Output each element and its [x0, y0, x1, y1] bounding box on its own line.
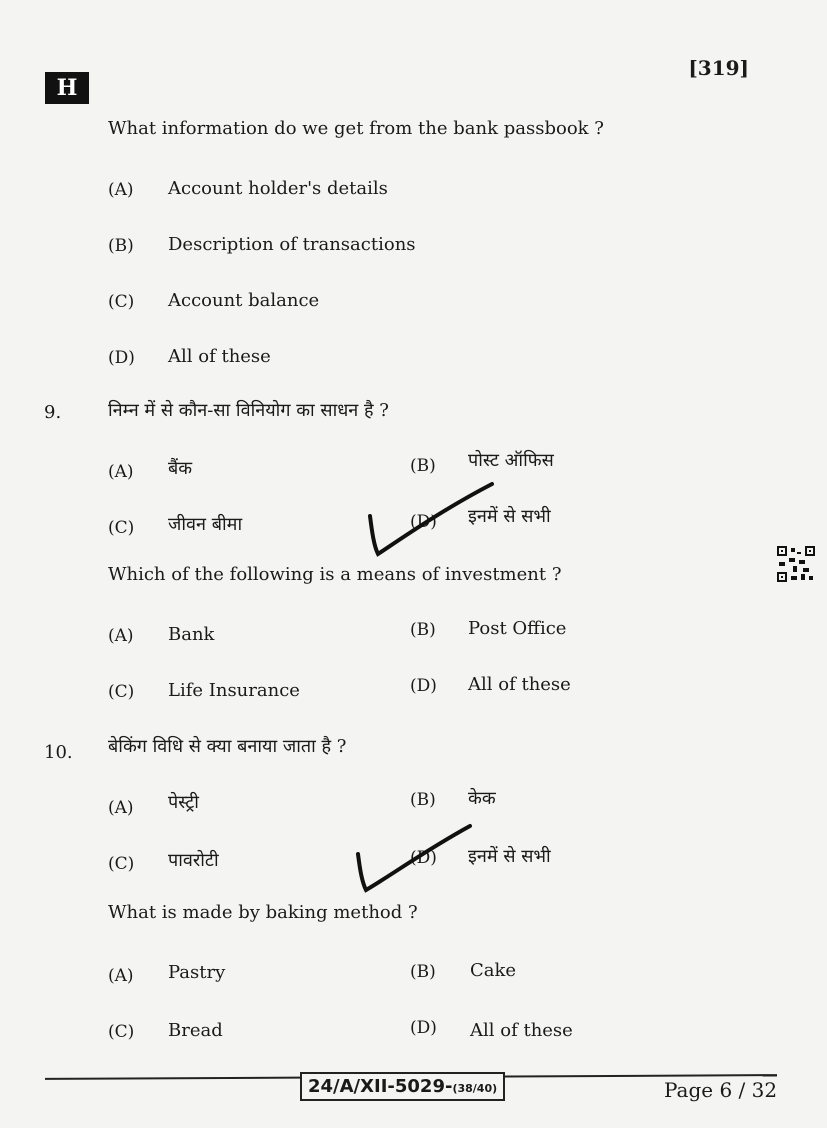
q9-question-en: Which of the following is a means of investment ?	[108, 564, 562, 585]
q9-en-option-b-text: Post Office	[468, 618, 567, 639]
q9-en-option-d-letter: (D)	[410, 676, 437, 696]
q8-option-c-text: Account balance	[168, 290, 320, 311]
q10-en-option-a-letter: (A)	[108, 966, 134, 986]
paper-code-small: (38/40)	[452, 1082, 498, 1095]
q9-hi-option-c-text: जीवन बीमा	[168, 514, 243, 535]
q8-option-c-letter: (C)	[108, 292, 135, 312]
q9-hi-option-d-text: इनमें से सभी	[468, 506, 551, 527]
q9-question-hi: निम्न में से कौन-सा विनियोग का साधन है ?	[108, 400, 389, 421]
paper-code	[300, 1072, 505, 1101]
q10-hi-option-b-letter: (B)	[410, 790, 436, 810]
q10-question-en: What is made by baking method ?	[108, 902, 418, 923]
q10-en-option-c-letter: (C)	[108, 1022, 135, 1042]
q10-en-option-d-letter: (D)	[410, 1018, 437, 1038]
q10-question-hi: बेकिंग विधि से क्या बनाया जाता है ?	[108, 736, 347, 757]
q8-option-a-letter: (A)	[108, 180, 134, 200]
page-number: Page 6 / 32	[664, 1078, 778, 1102]
q8-option-a-text: Account holder's details	[168, 178, 388, 199]
q9-hi-option-a-letter: (A)	[108, 462, 134, 482]
q10-number: 10.	[44, 742, 73, 763]
q10-en-option-d-text: All of these	[470, 1020, 573, 1041]
q9-hi-option-b-text: पोस्ट ऑफिस	[468, 450, 554, 471]
paper-code-main: 24/A/XII-5029-	[308, 1076, 453, 1097]
q8-option-b-text: Description of transactions	[168, 234, 416, 255]
q10-hi-option-a-letter: (A)	[108, 798, 134, 818]
q9-hi-option-a-text: बैंक	[168, 458, 193, 479]
q9-hi-option-d-letter: (D)	[410, 512, 437, 532]
q10-en-option-b-text: Cake	[470, 960, 517, 981]
q10-en-option-b-letter: (B)	[410, 962, 436, 982]
q10-hi-option-d-letter: (D)	[410, 848, 437, 868]
q9-en-option-c-letter: (C)	[108, 682, 135, 702]
q10-hi-option-c-letter: (C)	[108, 854, 135, 874]
q9-number: 9.	[44, 402, 62, 423]
q10-hi-option-b-text: केक	[468, 788, 496, 809]
q9-en-option-b-letter: (B)	[410, 620, 436, 640]
q9-en-option-c-text: Life Insurance	[168, 680, 300, 701]
q9-hi-option-b-letter: (B)	[410, 456, 436, 476]
q9-hi-option-c-letter: (C)	[108, 518, 135, 538]
qr-code-icon	[777, 546, 815, 582]
q9-en-option-a-letter: (A)	[108, 626, 134, 646]
q8-option-d-text: All of these	[168, 346, 271, 367]
q10-hi-option-c-text: पावरोटी	[168, 850, 219, 871]
q10-en-option-a-text: Pastry	[168, 962, 226, 983]
q9-en-option-a-text: Bank	[168, 624, 215, 645]
q8-question-en: What information do we get from the bank passbook ?	[108, 118, 604, 139]
q10-hi-option-a-text: पेस्ट्री	[168, 792, 199, 813]
q9-en-option-d-text: All of these	[468, 674, 571, 695]
section-badge: H	[45, 72, 89, 104]
page-code: [319]	[688, 56, 749, 80]
q8-option-b-letter: (B)	[108, 236, 134, 256]
q10-hi-option-d-text: इनमें से सभी	[468, 846, 551, 867]
q10-en-option-c-text: Bread	[168, 1020, 223, 1041]
q8-option-d-letter: (D)	[108, 348, 135, 368]
